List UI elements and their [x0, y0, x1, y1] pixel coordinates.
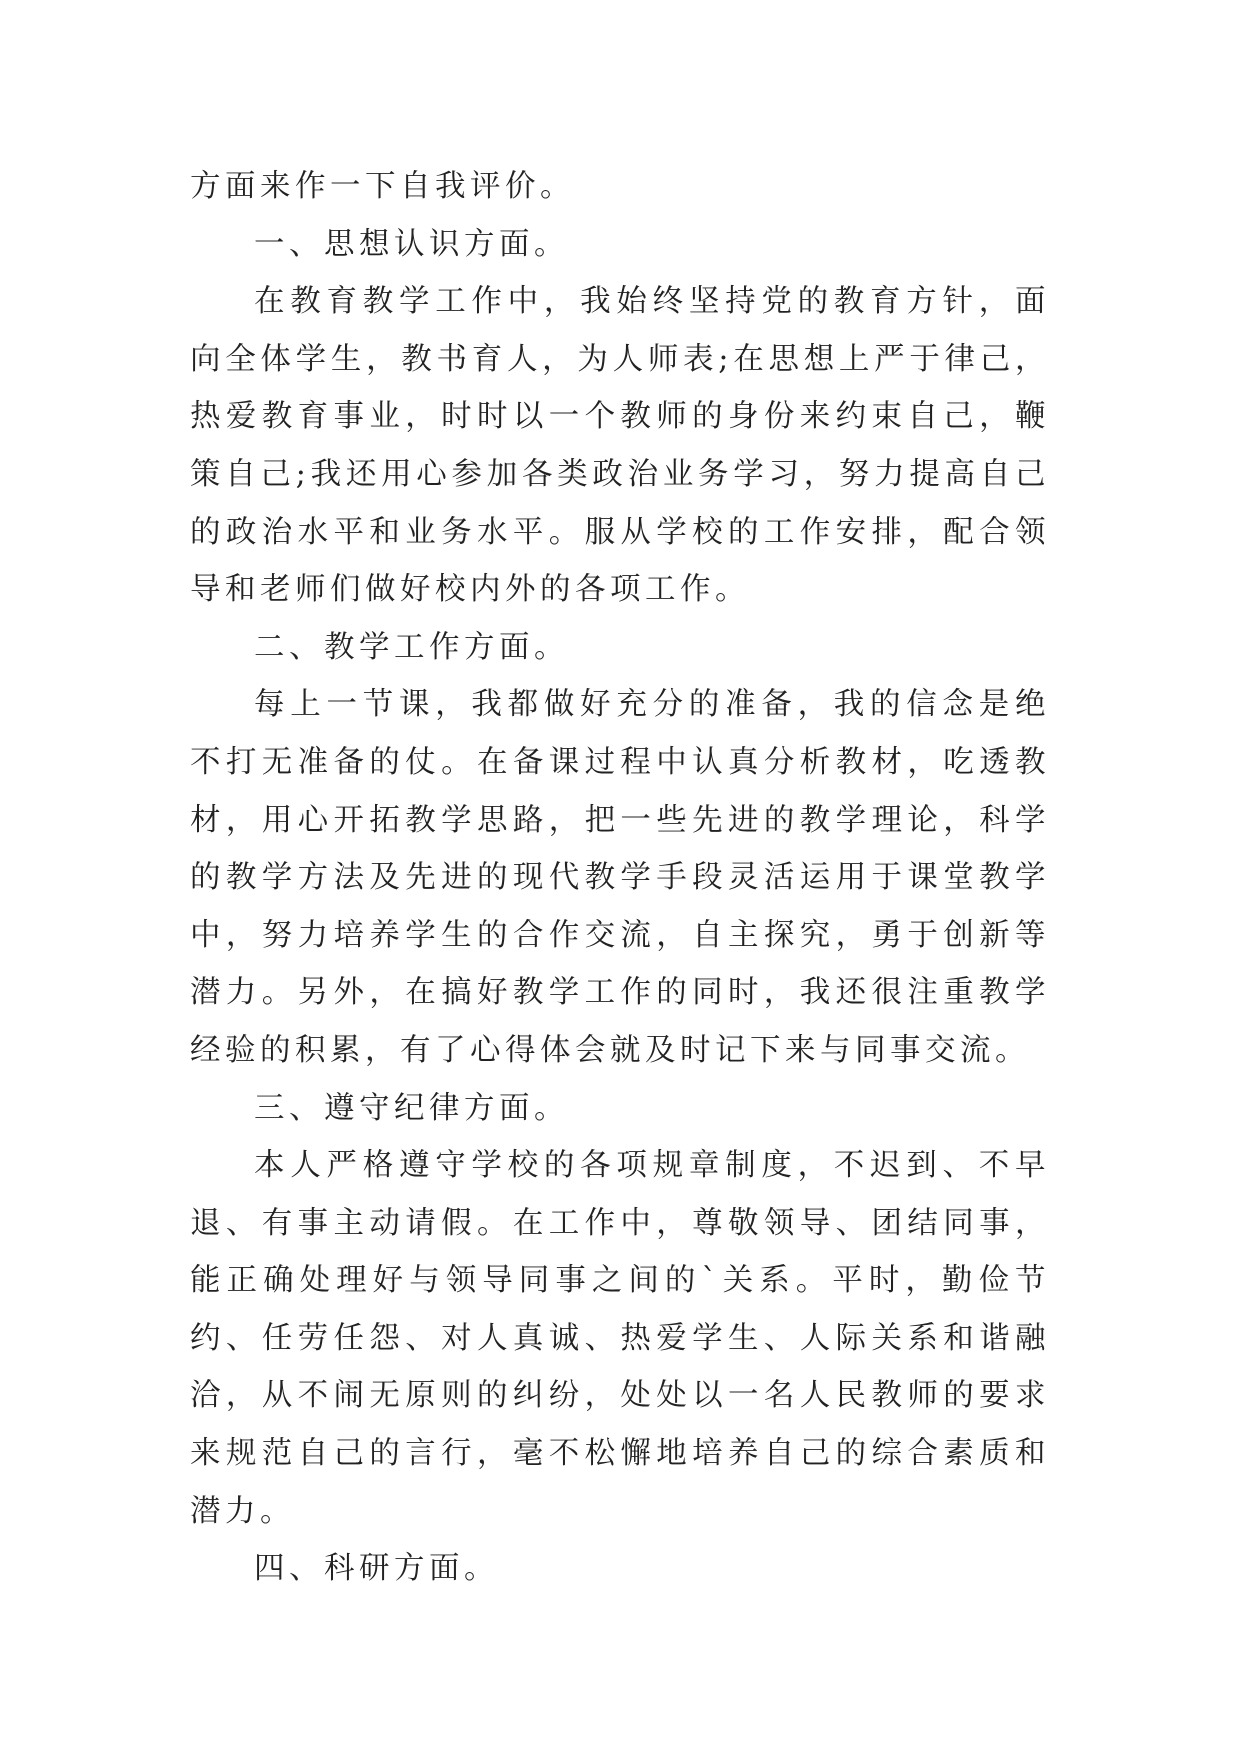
paragraph-intro-continuation: 方面来作一下自我评价。 [190, 169, 575, 204]
section-heading-discipline: 三、遵守纪律方面。 [254, 1090, 569, 1126]
section-heading-research: 四、科研方面。 [254, 1551, 499, 1587]
section-heading-ideology: 一、思想认识方面。 [254, 226, 569, 262]
document-body [190, 158, 1050, 1598]
section-heading-teaching: 二、教学工作方面。 [254, 629, 569, 665]
paragraph-teaching: 每上一节课，我都做好充分的准备，我的信念是绝不打无准备的仗。在备课过程中认真分析教材，吃透教材，用心开拓教学思路，把一些先进的教学理论，科学的教学方法及先进的现代教学手段灵活运用于课堂教学中，努力培养学生的合作交流，自主探究，勇于创新等潜力。另外，在搞好教学工作的同时，我还很注重教学经验的积累，有了心得体会就及时记下来与同事交流。 [190, 687, 1050, 1068]
paragraph-discipline: 本人严格遵守学校的各项规章制度，不迟到、不早退、有事主动请假。在工作中，尊敬领导、团结同事，能正确处理好与领导同事之间的`关系。平时，勤俭节约、任劳任怨、对人真诚、热爱学生、人际关系和谐融洽，从不闹无原则的纠纷，处处以一名人民教师的要求来规范自己的言行，毫不松懈地培养自己的综合素质和潜力。 [190, 1148, 1050, 1529]
paragraph-ideology: 在教育教学工作中，我始终坚持党的教育方针，面向全体学生，教书育人，为人师表;在思想上严于律己，热爱教育事业，时时以一个教师的身份来约束自己，鞭策自己;我还用心参加各类政治业务学习，努力提高自己的政治水平和业务水平。服从学校的工作安排，配合领导和老师们做好校内外的各项工作。 [190, 284, 1050, 608]
